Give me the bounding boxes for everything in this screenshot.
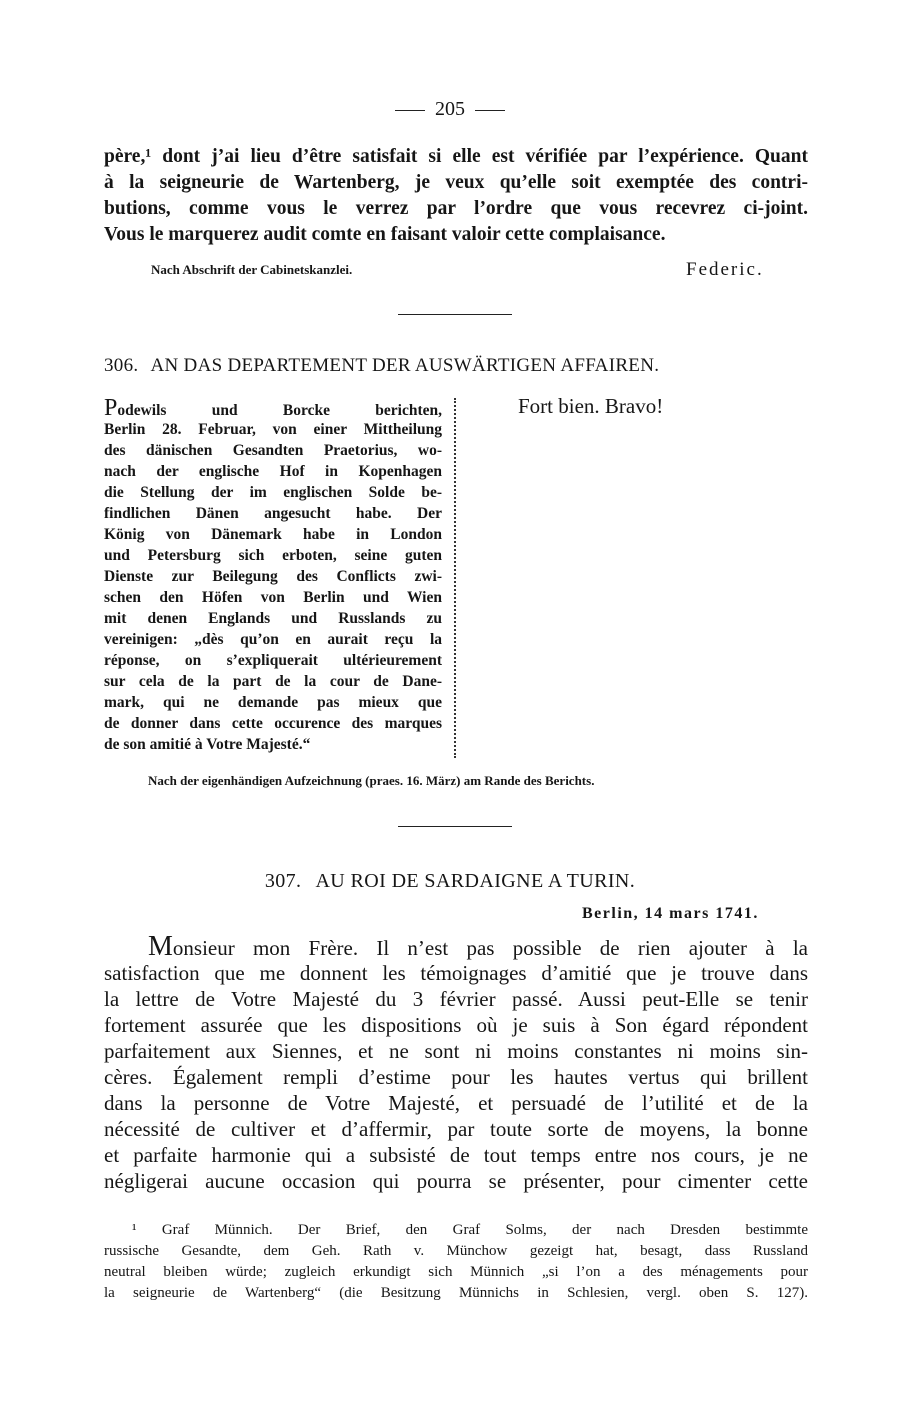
summary-line: König von Dänemark habe in London <box>104 526 442 543</box>
letter-307-body <box>104 931 808 1194</box>
paragraph-line: père,¹ dont j’ai lieu d’être satisfait si elle est vérifiée par l’expérience. Quant <box>104 146 808 167</box>
summary-line: Dienste zur Beilegung des Conflicts zwi- <box>104 568 442 585</box>
section-divider <box>398 314 512 315</box>
paragraph-line: butions, comme vous le verrez par l’ordre que vous recevrez ci-joint. <box>104 198 808 219</box>
page-number-dash-right <box>475 110 505 111</box>
signature: Federic. <box>686 259 764 280</box>
summary-line: mit denen Englands und Russlands zu <box>104 610 442 627</box>
paragraph-line: à la seigneurie de Wartenberg, je veux qu’elle soit exemptée des contri- <box>104 172 808 193</box>
column-separator <box>454 398 456 758</box>
body-line: satisfaction que me donnent les témoignages d’amitié que je trouve dans <box>104 961 808 985</box>
body-line: fortement assurée que les dispositions où je suis à Son égard répondent <box>104 1013 808 1037</box>
footnote-line: ¹ Graf Münnich. Der Brief, den Graf Solms, der nach Dresden bestimmte <box>132 1222 808 1238</box>
body-line: la lettre de Votre Majesté du 3 février passé. Aussi peut-Elle se tenir <box>104 987 808 1011</box>
section-divider <box>398 826 512 827</box>
letter-307-heading <box>0 870 900 893</box>
letter-306-heading <box>104 355 808 377</box>
summary-line: findlichen Dänen angesucht habe. Der <box>104 505 442 522</box>
summary-line: de donner dans cette occurence des marques <box>104 715 442 732</box>
footnote-line: russische Gesandte, dem Geh. Rath v. Münchow gezeigt hat, besagt, dass Russland <box>104 1243 808 1259</box>
summary-line: die Stellung der im englischen Solde be- <box>104 484 442 501</box>
summary-line: Berlin 28. Februar, von einer Mittheilung <box>104 421 442 438</box>
letter-305-closing-paragraph <box>104 144 808 248</box>
source-note: Nach der eigenhändigen Aufzeichnung (praes. 16. März) am Rande des Berichts. <box>148 773 595 788</box>
body-line: nécessité de cultiver et d’affermir, par toute sorte de moyens, la bonne <box>104 1117 808 1141</box>
summary-line: réponse, on s’expliquerait ultérieurement <box>104 652 442 669</box>
summary-line: des dänischen Gesandten Praetorius, wo- <box>104 442 442 459</box>
letter-number: 307. <box>264 870 302 892</box>
page-number-text: 205 <box>435 98 465 120</box>
summary-line: schen den Höfen von Berlin und Wien <box>104 589 442 606</box>
drop-initial: M <box>148 931 173 962</box>
body-line: parfaitement aux Siennes, et ne sont ni moins constantes ni moins sin- <box>104 1039 808 1063</box>
dateline: Berlin, 14 mars 1741. <box>582 905 759 922</box>
letter-number: 306. <box>104 355 139 376</box>
letter-heading-text: AU ROI DE SARDAIGNE A TURIN. <box>315 870 636 892</box>
letter-306-summary <box>104 395 442 755</box>
body-line: et parfaite harmonie qui a subsisté de tout temps entre nos cours, je ne <box>104 1143 808 1167</box>
summary-line: mark, qui ne demande pas mieux que <box>104 694 442 711</box>
footnote-line: neutral bleiben würde; zugleich erkundigt sich Münnich „si l’on a des ménagements pour <box>104 1264 808 1280</box>
source-note: Nach Abschrift der Cabinetskanzlei. <box>151 262 353 277</box>
body-line: dans la personne de Votre Majesté, et persuadé de l’utilité et de la <box>104 1091 808 1115</box>
summary-line: de son amitié à Votre Majesté.“ <box>104 736 311 753</box>
letter-heading-text: AN DAS DEPARTEMENT DER AUSWÄRTIGEN AFFAIREN. <box>150 355 660 376</box>
marginal-note: Fort bien. Bravo! <box>518 394 664 418</box>
summary-line: Podewils und Borcke berichten, <box>104 395 442 421</box>
footnote-line: la seigneurie de Wartenberg“ (die Besitzung Münnichs in Schlesien, vergl. oben S. 127). <box>104 1285 808 1301</box>
page-number <box>0 98 900 121</box>
body-line: Monsieur mon Frère. Il n’est pas possible de rien ajouter à la <box>148 931 808 962</box>
footnote <box>104 1220 808 1304</box>
body-line: négligerai aucune occasion qui pourra se présenter, pour cimenter cette <box>104 1169 808 1193</box>
summary-line: vereinigen: „dès qu’on en aurait reçu la <box>104 631 442 648</box>
summary-line: und Petersburg sich erboten, seine guten <box>104 547 442 564</box>
summary-line: nach der englische Hof in Kopenhagen <box>104 463 442 480</box>
drop-initial: P <box>104 395 118 421</box>
summary-line: sur cela de la part de la cour de Dane- <box>104 673 442 690</box>
paragraph-line: Vous le marquerez audit comte en faisant valoir cette complaisance. <box>104 224 666 245</box>
body-line: cères. Également rempli d’estime pour les hautes vertus qui brillent <box>104 1065 808 1089</box>
page-number-dash-left <box>395 110 425 111</box>
